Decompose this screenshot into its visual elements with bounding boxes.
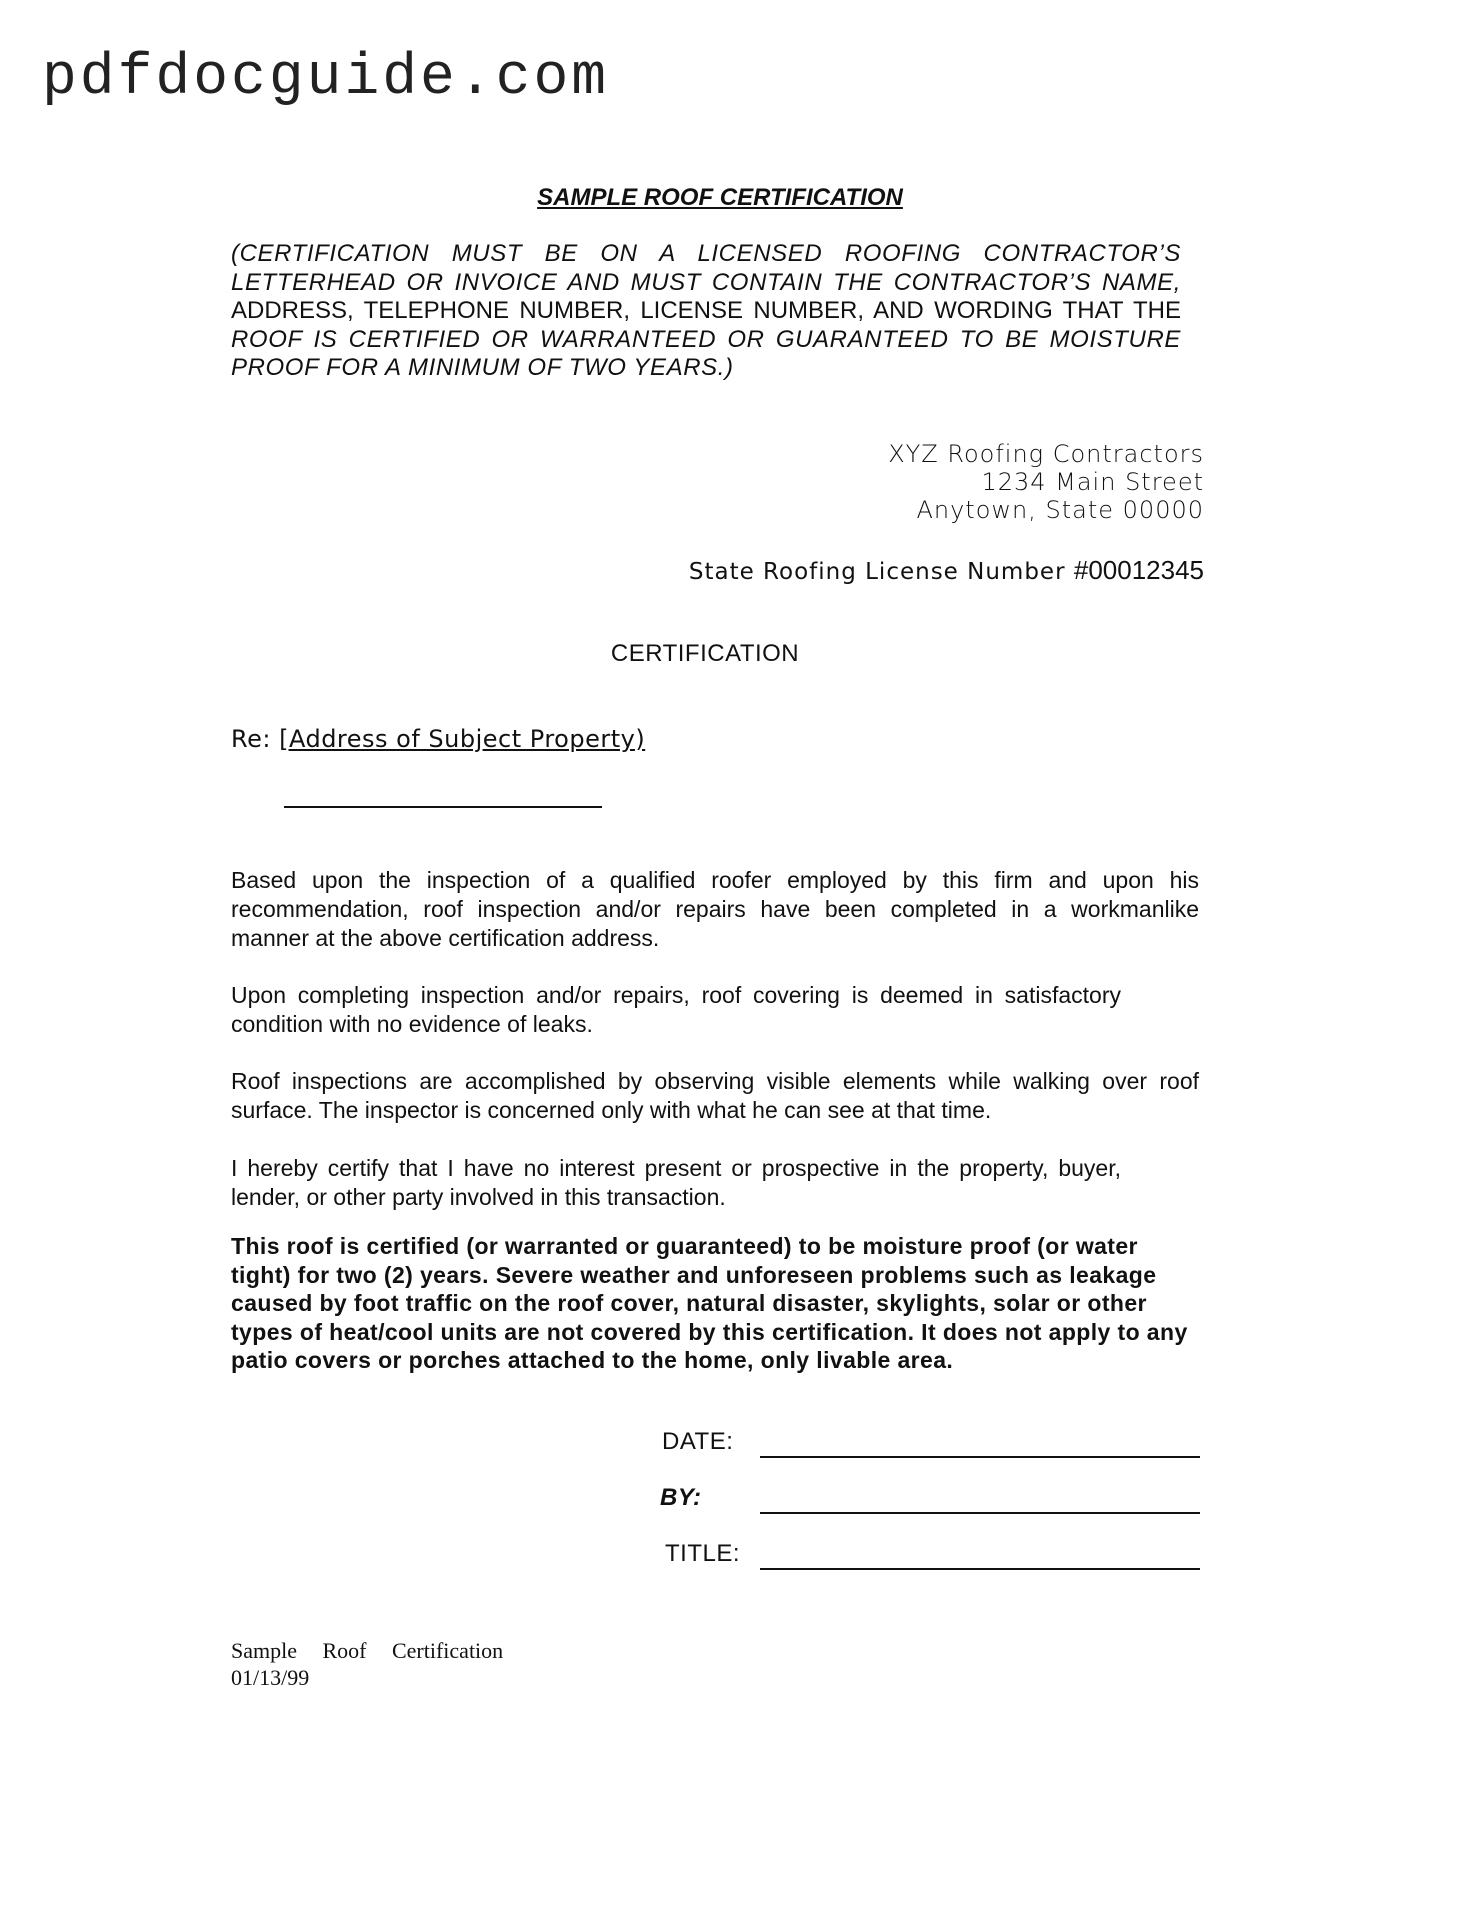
- paragraph-line: surface. The inspector is concerned only with what he can see at that time.: [231, 1097, 992, 1123]
- certification-heading: CERTIFICATION: [610, 640, 800, 667]
- license-number-line: [689, 555, 1204, 586]
- re-label: Re:: [231, 725, 271, 753]
- footer-title: Sample Roof Certification: [231, 1638, 504, 1663]
- instruction-notice: [231, 240, 1181, 383]
- notice-line: PROOF FOR A MINIMUM OF TWO YEARS.): [231, 354, 734, 381]
- subject-property-address: [Address of Subject Property): [279, 725, 646, 753]
- license-label: State Roofing License Number: [688, 559, 1066, 585]
- by-label: BY:: [660, 1484, 702, 1511]
- notice-line: (CERTIFICATION MUST BE ON A LICENSED ROOFING CONTRACTOR’S: [231, 240, 1181, 267]
- paragraph-line: manner at the above certification address.: [231, 925, 660, 951]
- contractor-city-state: Anytown, State 00000: [916, 496, 1204, 524]
- notice-line: LETTERHEAD OR INVOICE AND MUST CONTAIN THE CONTRACTOR’S NAME,: [231, 268, 1181, 296]
- date-signature-line[interactable]: [760, 1456, 1200, 1458]
- notice-line: ROOF IS CERTIFIED OR WARRANTEED OR GUARANTEED TO BE MOISTURE: [231, 325, 1181, 353]
- paragraph-line: lender, or other party involved in this transaction.: [231, 1184, 726, 1210]
- paragraph-line: I hereby certify that I have no interest present or prospective in the property, buyer,: [231, 1155, 1121, 1181]
- re-line: [231, 725, 645, 753]
- paragraph-no-interest: [231, 1154, 1199, 1212]
- paragraph-inspection: [231, 866, 1199, 953]
- paragraph-satisfactory: [231, 981, 1199, 1039]
- paragraph-line: recommendation, roof inspection and/or repairs have been completed in a workmanlike: [231, 896, 1199, 922]
- watermark: pdfdocguide.com: [42, 46, 610, 111]
- document-footer: [231, 1637, 503, 1691]
- paragraph-roof-inspections: [231, 1067, 1199, 1125]
- contractor-address: [888, 440, 1204, 524]
- date-label: DATE:: [662, 1428, 734, 1455]
- paragraph-line: Based upon the inspection of a qualified roofer employed by this firm and upon his: [231, 867, 1199, 893]
- by-signature-line[interactable]: [760, 1512, 1200, 1514]
- paragraph-line: Roof inspections are accomplished by observing visible elements while walking over roof: [231, 1068, 1199, 1094]
- footer-date: 01/13/99: [231, 1665, 310, 1690]
- contractor-name: XYZ Roofing Contractors: [888, 440, 1204, 468]
- license-number: #00012345: [1073, 555, 1204, 585]
- contractor-street: 1234 Main Street: [981, 468, 1204, 496]
- title-signature-line[interactable]: [760, 1568, 1200, 1570]
- title-label: TITLE:: [665, 1540, 741, 1567]
- paragraph-line: Upon completing inspection and/or repairs, roof covering is deemed in satisfactory: [231, 982, 1121, 1008]
- warranty-statement: This roof is certified (or warranted or guaranteed) to be moisture proof (or water tight) for two (2) years. Severe weather and unforeseen problems such as leakage caused by foot traffic on the roof cover, natural disaster, skylights, solar or other types of heat/cool units are not covered by this certification. It does not apply to any patio covers or porches attached to the home, only livable area.: [231, 1233, 1188, 1373]
- document-title: SAMPLE ROOF CERTIFICATION: [537, 184, 903, 211]
- address-blank-line: [284, 806, 602, 808]
- notice-line: ADDRESS, TELEPHONE NUMBER, LICENSE NUMBER, AND WORDING THAT THE: [231, 297, 1181, 324]
- paragraph-line: condition with no evidence of leaks.: [231, 1011, 593, 1037]
